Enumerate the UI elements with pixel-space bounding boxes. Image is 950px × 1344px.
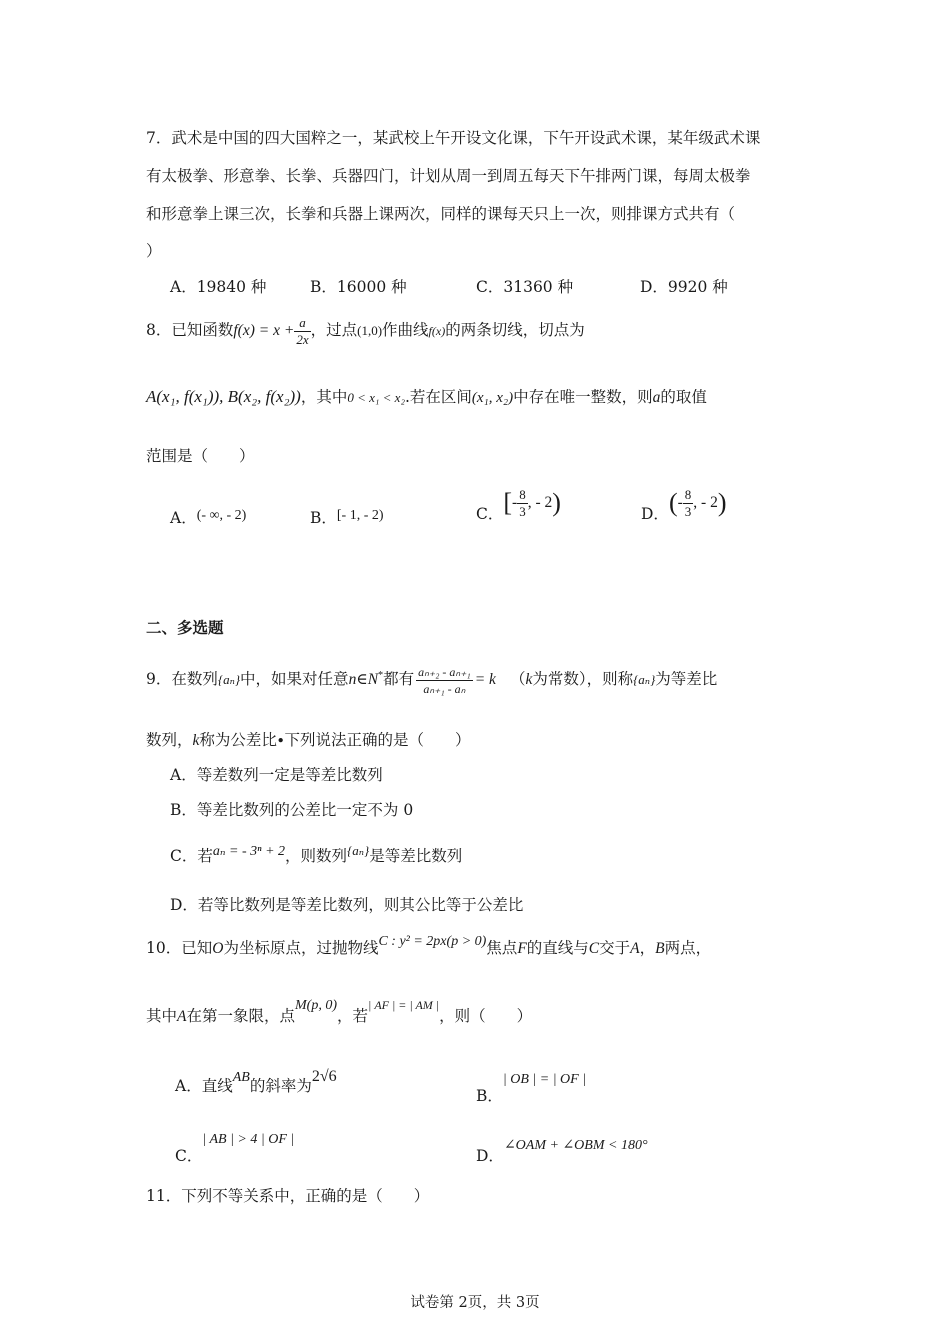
q10-option-d-label: D． [476, 1147, 504, 1165]
q10-l2b: 在第一象限，点 [186, 1007, 295, 1025]
q8-option-b-label: B． [310, 509, 337, 527]
q8-option-d-left: ( [668, 488, 678, 517]
q8-line-2 [146, 382, 707, 413]
q7-line-3: 和形意拳上课三次，长拳和兵器上课两次，同样的课每天只上一次，则排课方式共有（ [146, 205, 736, 223]
q9-mid3: （ [509, 670, 526, 689]
q9-seq2: {aₙ} [633, 672, 656, 688]
q8-option-c-right: ) [552, 488, 561, 517]
q8-mid1: ，过点 [310, 321, 358, 339]
q9-line-2 [146, 730, 471, 751]
q9-option-c-prefix: C．若 [170, 847, 213, 865]
q9-prefix: 9．在数列 [146, 670, 218, 689]
q9-seq: {aₙ} [217, 672, 241, 688]
q10-option-d-value: ∠OAM + ∠OBM < 180° [503, 1138, 648, 1153]
q9-option-c [170, 838, 462, 876]
q10-A: A [630, 940, 640, 957]
q10-option-b [476, 1066, 586, 1108]
q10-mid4: 交于 [599, 939, 631, 957]
q10-option-a-prefix: A．直线 [175, 1077, 233, 1095]
q8-line-3: 范围是（ ） [146, 447, 255, 465]
q10-mid1: 为坐标原点，过抛物线 [223, 939, 379, 957]
q7-line-1: 7．武术是中国的四大国粹之一，某武校上午开设文化课，下午开设武术课，某年级武术课 [146, 129, 761, 147]
q10-option-b-label: B． [476, 1087, 503, 1105]
q8-option-b-value: [- 1, - 2) [336, 508, 384, 523]
q10-C: C [588, 940, 600, 957]
q10-point-M: M(p, 0) [295, 998, 337, 1013]
q8-option-c [476, 480, 561, 525]
q9-option-b: B．等差比数列的公差比一定不为 0 [170, 801, 414, 819]
q8-option-d-num: 8 [684, 486, 692, 502]
q8-end2: 的取值 [660, 388, 707, 406]
q9-l2a: 数列， [146, 731, 193, 749]
q10-option-a-value: 2√6 [311, 1068, 337, 1085]
q8-mid5: 中存在唯一整数，则 [513, 388, 653, 406]
q9-fraction [416, 664, 473, 697]
q8-option-d-label: D． [641, 505, 669, 523]
q10-B: B [655, 940, 665, 957]
q9-star: * [378, 670, 384, 681]
q10-mid3: 的直线与 [526, 939, 589, 957]
q7-option-c: C．31360 种 [476, 278, 574, 296]
q10-l2d: ，则（ ） [439, 1007, 533, 1025]
q9-option-c-mid: ，则数列 [285, 847, 348, 865]
q7-line-4: ） [146, 242, 162, 260]
q7-option-d: D．9920 种 [640, 278, 728, 296]
q9-mid4: 为常数），则称 [532, 670, 634, 689]
q10-option-a-mid: 的斜率为 [249, 1077, 312, 1095]
q9-frac-den: aₙ₊₁ - aₙ [416, 680, 473, 697]
q8-option-d-right: ) [717, 488, 727, 517]
q9-n-in: n∈N [348, 671, 379, 689]
q8-option-d [641, 480, 727, 525]
q10-end1: 两点， [664, 939, 712, 957]
q8-option-c-fraction [517, 487, 528, 520]
q10-mid2: 焦点 [486, 939, 518, 957]
q8-option-a [170, 506, 246, 528]
section-title-multi-choice: 二、多选题 [146, 619, 224, 637]
q7-option-a: A．19840 种 [170, 278, 267, 296]
q9-k1: k [525, 671, 533, 689]
q8-curve: f(x) [428, 324, 446, 338]
q8-option-c-minus: - [512, 494, 518, 511]
q9-mid1: 中，如果对任意 [240, 670, 349, 689]
q10-prefix: 10．已知 [146, 939, 213, 957]
q10-F: F [517, 940, 527, 957]
q8-option-c-den: 3 [519, 503, 526, 519]
q8-points-expr: A(x₁, f(x₁)), B(x₂, f(x₂)) [146, 387, 301, 406]
q11-line-1: 11．下列不等关系中，正确的是（ ） [146, 1187, 430, 1205]
q8-option-c-rest: , - 2 [527, 494, 553, 511]
q10-option-b-value: | OB | = | OF | [502, 1072, 587, 1087]
q8-prefix: 8．已知函数 [146, 321, 234, 339]
q9-l2b: 称为公差比∙下列说法正确的是（ ） [199, 731, 471, 749]
q9-option-c-seq: {aₙ} [347, 843, 370, 858]
q8-option-c-num: 8 [519, 486, 526, 502]
q8-mid3: ，其中 [300, 388, 348, 406]
q8-frac-den: 2x [296, 331, 309, 347]
q10-O: O [212, 940, 224, 957]
q8-point: (1,0) [357, 323, 383, 338]
q10-comma: ， [639, 939, 656, 957]
q8-option-a-label: A． [170, 509, 197, 527]
q8-mid2: 作曲线 [382, 321, 429, 339]
q8-option-d-minus: - [677, 494, 683, 511]
q9-line-1 [146, 648, 717, 708]
q9-option-a: A．等差数列一定是等差比数列 [170, 766, 383, 784]
q7-line-2: 有太极拳、形意拳、长拳、兵器四门，计划从周一到周五每天下午排两门课，每周太极拳 [146, 167, 751, 185]
q8-fx: f(x) = x + [233, 322, 295, 339]
q10-condition: | AF | = | AM | [368, 998, 440, 1012]
q8-frac-num: a [299, 314, 306, 330]
q8-option-a-value: (- ∞, - 2) [196, 508, 247, 523]
q8-line-1 [146, 310, 585, 351]
q8-var-a: a [652, 389, 661, 406]
q8-interval: (x₁, x₂) [471, 390, 514, 406]
q8-end1: 的两条切线，切点为 [445, 321, 585, 339]
q10-option-a [175, 1066, 337, 1108]
q10-line-2 [146, 996, 532, 1038]
q9-option-c-end: 是等差比数列 [369, 847, 463, 865]
q10-option-c-value: | AB | > 4 | OF | [202, 1132, 295, 1147]
q9-eqk: = k [474, 671, 496, 689]
q8-option-d-rest: , - 2 [693, 494, 718, 511]
q8-option-b [310, 506, 384, 528]
q8-mid4: .若在区间 [404, 388, 472, 406]
q9-frac-num: aₙ₊₂ - aₙ₊₁ [418, 664, 471, 679]
q8-ineq: 0 < x₁ < x₂ [347, 390, 405, 405]
q7-option-b: B．16000 种 [310, 278, 407, 296]
q10-A2: A [177, 1008, 187, 1025]
q9-end1: 为等差比 [655, 670, 718, 689]
page-footer: 试卷第 2页，共 3页 [410, 1295, 540, 1311]
q9-k2: k [192, 732, 200, 749]
q9-option-c-expr: aₙ = - 3ⁿ + 2 [212, 844, 286, 859]
q9-mid2: 都有 [383, 670, 415, 689]
q10-option-c [175, 1126, 294, 1168]
q10-option-a-ab: AB [232, 1070, 250, 1085]
q8-option-d-den: 3 [684, 503, 692, 519]
q10-l2c: ，若 [337, 1007, 369, 1025]
q8-fraction [294, 315, 310, 348]
q10-option-d [476, 1126, 648, 1168]
q8-option-d-fraction [683, 487, 694, 520]
q9-option-d: D．若等比数列是等差比数列，则其公比等于公差比 [170, 896, 524, 914]
q10-parabola: C : y² = 2px(p > 0) [378, 934, 487, 949]
q10-l2a: 其中 [146, 1007, 178, 1025]
q10-option-c-label: C． [175, 1147, 203, 1165]
q10-line-1 [146, 928, 711, 970]
q8-option-c-left: [ [503, 488, 513, 517]
q8-option-c-label: C． [476, 505, 504, 523]
